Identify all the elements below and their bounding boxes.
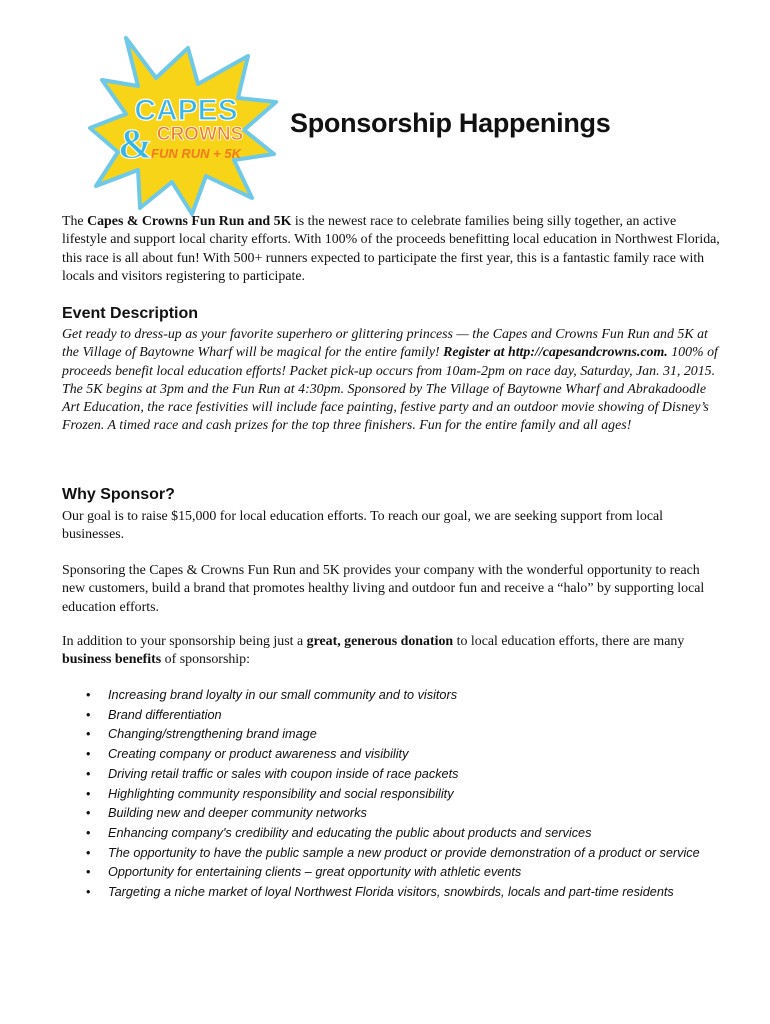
event-description-text: Get ready to dress-up as your favorite superhero or glittering princess — the Capes and Crowns Fun Run and 5K at the Village of Baytowne Wharf will be magical for the entire family! Register at http://capesandcrowns.com. 100% of proceeds benefit local education efforts! Packet pick-up occurs from 10am-2pm on race day, Saturday, Jan. 31, 2015. The 5K begins at 3pm and the Fun Run at 4:30pm. Sponsored by The Village of Baytowne Wharf and Abrakadoodle Art Education, the race festivities will include face painting, festive party and an outdoor movie showing of Disney’s Frozen. A timed race and cash prizes for the top three finishers. Fun for the entire family and all ages! — [62, 327, 718, 434]
list-item: • Driving retail traffic or sales with coupon inside of race packets — [86, 765, 726, 785]
goal-paragraph: Our goal is to raise $15,000 for local education efforts. To reach our goal, we are seeking support from local businesses. — [62, 509, 664, 543]
benefits-intro-paragraph: In addition to your sponsorship being just a great, generous donation to local education efforts, there are many business benefits of sponsorship: — [62, 634, 685, 668]
list-item: • Brand differentiation — [86, 706, 726, 726]
logo-ampersand: & — [118, 122, 153, 168]
list-item: • Enhancing company's credibility and educating the public about products and services — [86, 824, 726, 844]
list-item: • Creating company or product awareness and visibility — [86, 745, 726, 765]
capes-crowns-logo — [88, 36, 278, 216]
list-item: • The opportunity to have the public sample a new product or provide demonstration of a product or service — [86, 844, 726, 864]
logo-text-funrun: FUN RUN + 5K — [151, 146, 241, 161]
list-item: • Opportunity for entertaining clients – great opportunity with athletic events — [86, 863, 726, 883]
list-item: • Increasing brand loyalty in our small community and to visitors — [86, 686, 726, 706]
sponsoring-paragraph: Sponsoring the Capes & Crowns Fun Run and 5K provides your company with the wonderful opportunity to reach new customers, build a brand that promotes healthy living and outdoor fun and receive a “halo” by supporting local education efforts. — [62, 563, 705, 615]
event-description-heading: Event Description — [62, 305, 199, 322]
list-item: • Targeting a niche market of loyal Northwest Florida visitors, snowbirds, locals and part-time residents — [86, 883, 726, 903]
race-name: Capes & Crowns Fun Run and 5K — [87, 214, 292, 229]
logo-text-crowns: CROWNS — [156, 124, 244, 145]
page-title: Sponsorship Happenings — [290, 108, 611, 138]
intro-paragraph: The Capes & Crowns Fun Run and 5K is the newest race to celebrate families being silly together, an active lifestyle and support local charity efforts. With 100% of the proceeds benefitting local education in Northwest Florida, this race is all about fun! With 500+ runners expected to participate the first year, this is a fantastic family race with locals and visitors registering to participate. — [62, 214, 720, 284]
list-item: • Highlighting community responsibility and social responsibility — [86, 785, 726, 805]
benefits-list — [86, 686, 726, 903]
why-sponsor-heading: Why Sponsor? — [62, 486, 175, 503]
logo-text-capes: CAPES — [134, 94, 238, 127]
register-link[interactable]: Register at http://capesandcrowns.com. — [443, 345, 668, 361]
list-item: • Building new and deeper community networks — [86, 804, 726, 824]
list-item: • Changing/strengthening brand image — [86, 725, 726, 745]
